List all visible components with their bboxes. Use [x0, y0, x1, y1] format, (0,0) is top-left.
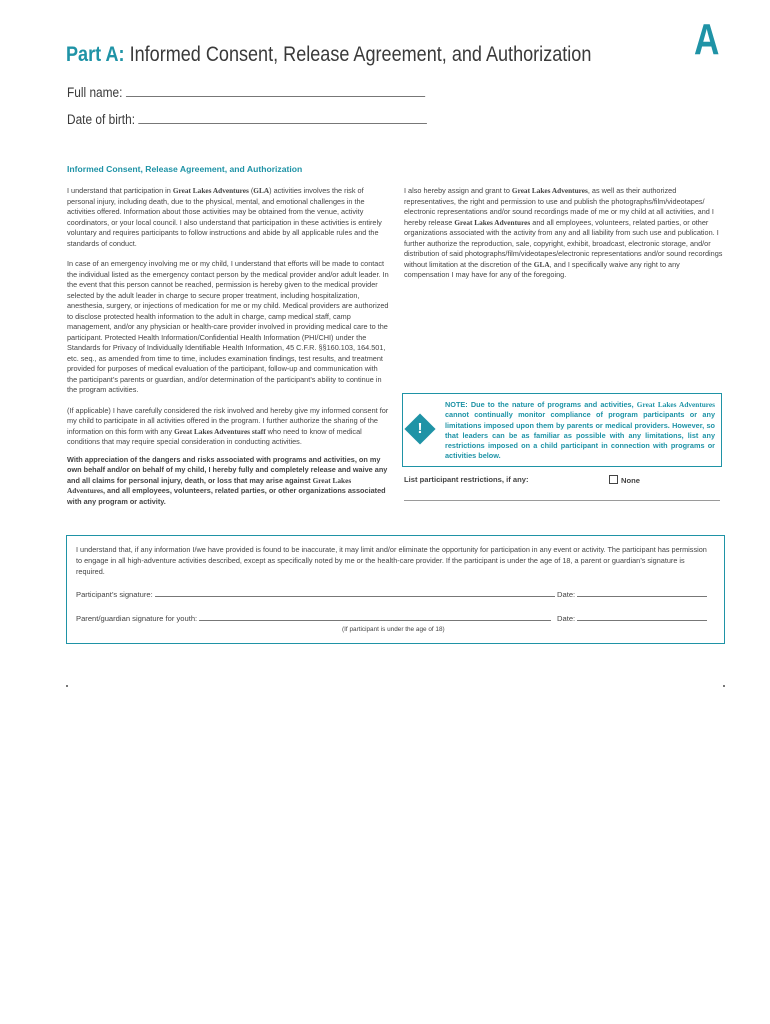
margin-mark [66, 685, 68, 687]
date-of-birth-field[interactable] [67, 112, 427, 127]
p1-text-b: ( [248, 186, 254, 195]
org-name: Great Lakes Adventures [636, 400, 715, 409]
full-name-label: Full name: [67, 85, 123, 100]
p1-text-c: ) activities involves the risk of personal injury, including death, due to the physical, mental, and emotional challenges in the activities offered. Information about those activities may be obtained from the venue, activity coordinators, or your local council. I also understand that participation in these activities is entirely voluntary and requires participants to follow instructions and abide by all applicable rules and the standards of conduct. [67, 186, 382, 248]
left-column [67, 186, 389, 507]
part-letter: A [694, 15, 720, 64]
title-text: Informed Consent, Release Agreement, and Authorization [124, 43, 592, 66]
under-18-note: (If participant is under the age of 18) [342, 626, 445, 633]
dob-label: Date of birth: [67, 112, 136, 127]
participant-signature-line[interactable] [155, 588, 555, 597]
r-text-c: and all employees, volunteers, related parties, or other organizations associated with the activity from any and all liability from such use and publication. I further authorize the reproduction, sale, copyright, exhibit, broadcast, electronic storage, and/or distribution of said photographs/film/videotapes/electronic representations and/or sound recordings without limitation at the discretion of the [404, 217, 723, 269]
p4-text-b: , and all employees, volunteers, related parties, or other organizations associated with any program or activity. [67, 486, 386, 506]
participant-date-field[interactable] [557, 588, 707, 599]
org-name: Great Lakes Adventures [172, 186, 249, 195]
applicable-consent-paragraph [67, 406, 389, 448]
media-release-paragraph [404, 186, 726, 281]
page-title [66, 42, 591, 68]
release-paragraph [67, 455, 389, 508]
none-checkbox[interactable] [609, 475, 618, 484]
margin-mark [723, 685, 725, 687]
date-label: Date: [557, 614, 576, 623]
restrictions-label: List participant restrictions, if any: [404, 475, 529, 484]
date-label: Date: [557, 590, 576, 599]
full-name-field[interactable] [67, 85, 425, 100]
org-name: Great Lakes Adventures [67, 475, 352, 495]
restrictions-input-line[interactable] [404, 500, 720, 501]
exclamation-icon: ! [417, 420, 423, 437]
org-name: Great Lakes Adventures [511, 186, 588, 195]
note-text-a: NOTE: Due to the nature of programs and activities, [445, 400, 637, 409]
title-prefix: Part A: [66, 43, 125, 66]
none-label: None [621, 476, 640, 485]
guardian-signature-field[interactable] [76, 612, 551, 623]
right-column [404, 186, 726, 281]
note-text-b: cannot continually monitor compliance of program participants or any limitations imposed upon them by parents or medical providers. However, so that leaders can be as familiar as possible with any limitations, list any restrictions imposed on a child participant in connection with programs or activities below. [445, 410, 715, 461]
guardian-signature-line[interactable] [199, 612, 551, 621]
r-text-d: , and I specifically waive any right to any compensation I may have for any of the foregoing. [404, 259, 680, 279]
guardian-signature-label: Parent/guardian signature for youth: [76, 614, 198, 623]
p3-text-b: who need to know of medical conditions that may require special consideration in conducting activities. [67, 426, 362, 446]
org-staff: Great Lakes Adventures staff [174, 426, 266, 436]
org-abbrev: GLA [533, 259, 550, 269]
participant-date-line[interactable] [577, 588, 707, 597]
org-name: Great Lakes Adventures [454, 217, 531, 227]
consent-paragraph [67, 186, 389, 249]
section-heading: Informed Consent, Release Agreement, and Authorization [67, 164, 303, 174]
r-text-a: I also hereby assign and grant to [404, 186, 512, 195]
full-name-line[interactable] [126, 88, 425, 97]
note-box [402, 393, 722, 467]
p1-text-a: I understand that participation in [67, 186, 173, 195]
note-text [445, 400, 715, 462]
r-text-b: , as well as their authorized representatives, the right and permission to use and publish the photographs/film/videotapes/ electronic representations and/or sound recordings made of me or my child at all activities, and I hereby release [404, 186, 714, 227]
accuracy-statement: I understand that, if any information I/we have provided is found to be inaccurate, it may limit and/or eliminate the opportunity for participation in any event or activity. The participant has permission to engage in all high-adventure activities described, except as specifically noted by me or the health-care provider. If the participant is under the age of 18, a parent or guardian’s signature is required. [76, 545, 707, 576]
dob-line[interactable] [138, 115, 427, 124]
p3-text-a: (If applicable) I have carefully considered the risk involved and hereby give my informed consent for my child to participate in all activities offered in the program. I further authorize the sharing of the information on this form with any [67, 405, 389, 436]
none-checkbox-field[interactable] [609, 475, 640, 485]
guardian-date-line[interactable] [577, 612, 707, 621]
emergency-paragraph: In case of an emergency involving me or my child, I understand that efforts will be made to contact the individual listed as the emergency contact person by the medical provider and/or adult leader. In the event that this person cannot be reached, permission is hereby given to the medical provider selected by the adult leader in charge to secure proper treatment, including hospitalization, anesthesia, surgery, or injections of medication for me or my child. Medical providers are authorized to disclose protected health information to the adult in charge, camp medical staff, camp management, and/or any physician or health-care provider involved in providing medical care to the participant. Protected Health Information/Confidential Health Information (PHI/CHI) under the Standards for Privacy of Individually Identifiable Health Information, 45 C.F.R. §§160.103, 164.501, etc. seq., as amended from time to time, includes examination findings, test results, and treatment provided for purposes of medical evaluation of the participant, follow-up and communication with the participant’s parents or guardian, and/or determination of the participant’s ability to continue in the program activities. [67, 259, 389, 394]
guardian-date-field[interactable] [557, 612, 707, 623]
org-abbrev: GLA [253, 186, 270, 195]
signature-box [66, 535, 725, 644]
participant-signature-label: Participant’s signature: [76, 590, 153, 599]
p4-text-a: With appreciation of the dangers and risks associated with programs and activities, on my own behalf and/or on behalf of my child, I hereby fully and completely release and waive any and all claims for personal injury, death, or loss that may arise against [67, 454, 388, 485]
participant-signature-field[interactable] [76, 588, 555, 599]
